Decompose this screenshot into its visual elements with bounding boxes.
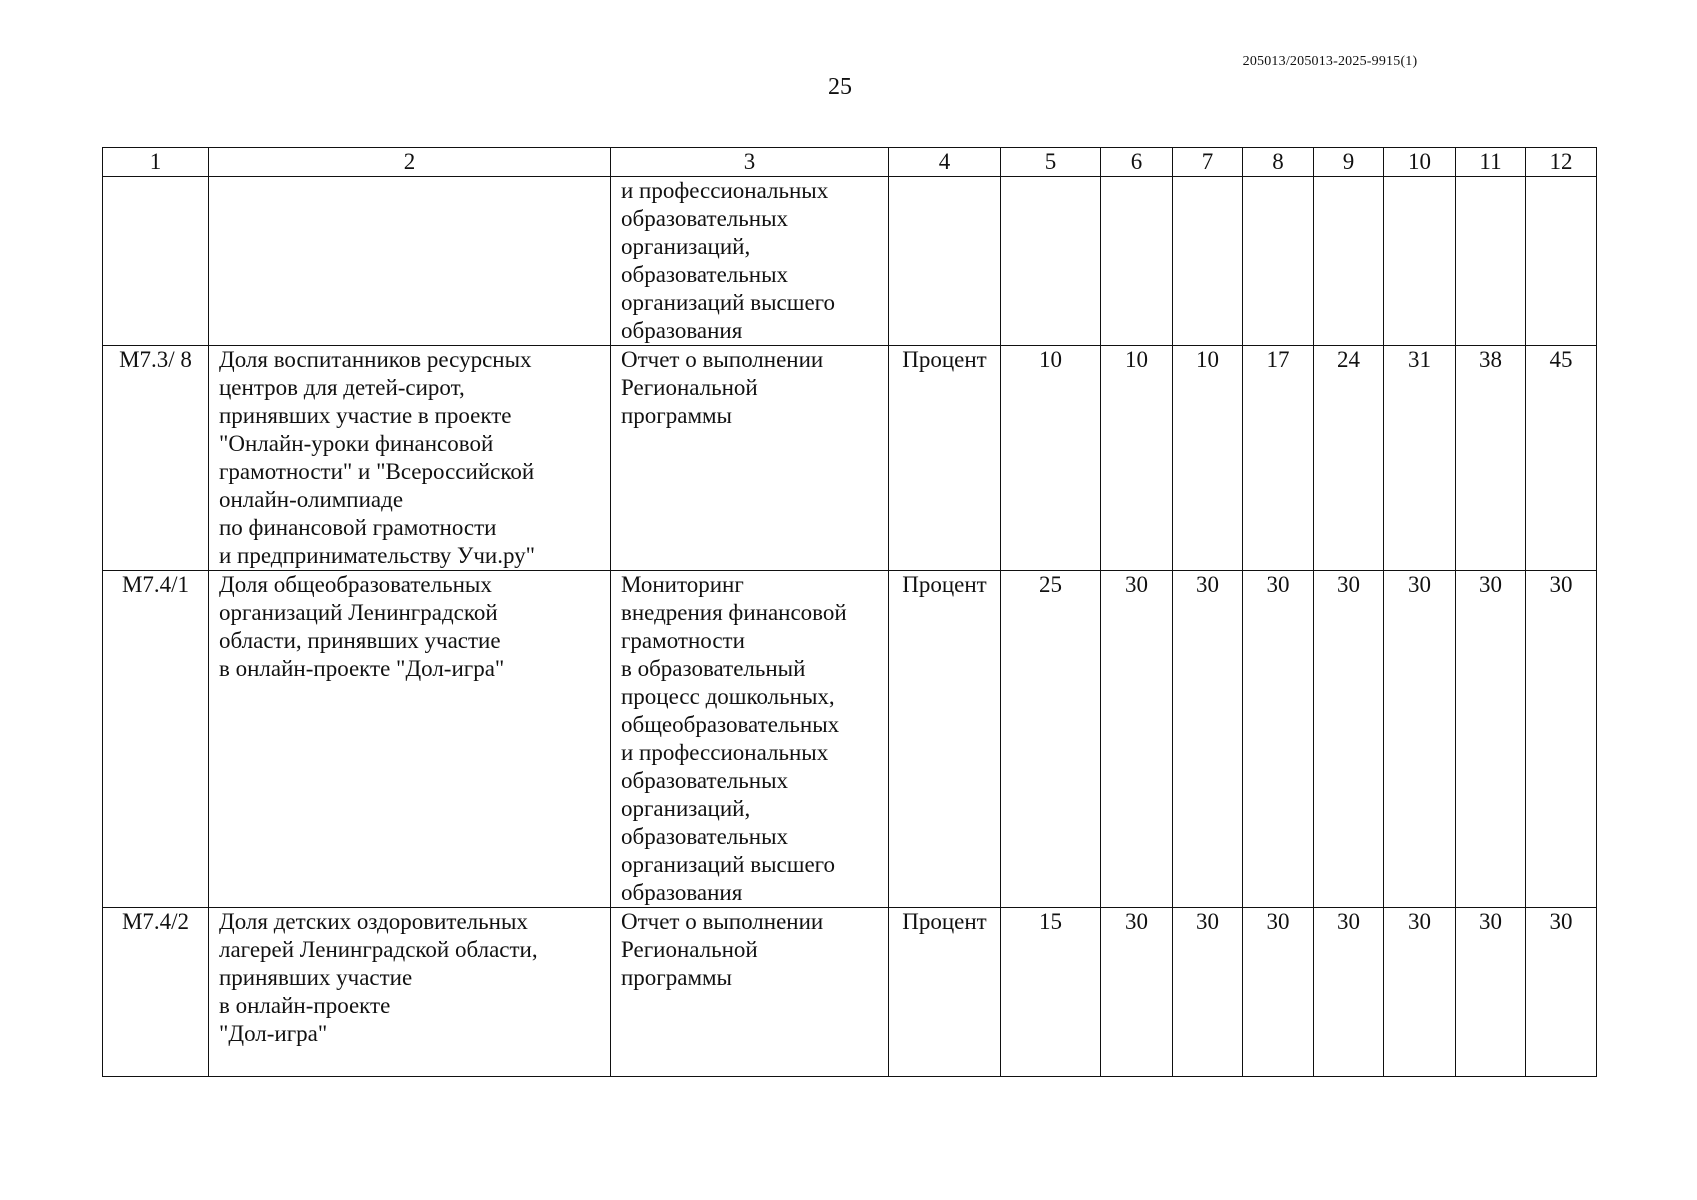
value-cell [1314,177,1384,346]
value-cell: 10 [1101,346,1173,571]
value-cell: 25 [1001,571,1101,908]
value-cell: 30 [1526,908,1597,1077]
value-cell: 30 [1314,571,1384,908]
column-header: 5 [1001,148,1101,177]
data-source-cell: Отчет о выполнении Региональной программы [611,346,889,571]
value-cell: 30 [1384,908,1456,1077]
data-source-cell: и профессиональных образовательных организаций, образовательных организаций высшего образования [611,177,889,346]
value-cell [1456,177,1526,346]
value-cell: 30 [1101,908,1173,1077]
value-cell: 24 [1314,346,1384,571]
column-header: 3 [611,148,889,177]
unit-cell: Процент [889,346,1001,571]
value-cell: 31 [1384,346,1456,571]
indicator-code-cell: М7.3/ 8 [103,346,209,571]
column-header: 6 [1101,148,1173,177]
table-row [103,908,1597,1077]
value-cell: 17 [1243,346,1314,571]
value-cell [1384,177,1456,346]
value-cell [1101,177,1173,346]
column-header: 12 [1526,148,1597,177]
value-cell: 30 [1173,908,1243,1077]
unit-cell [889,177,1001,346]
column-header: 10 [1384,148,1456,177]
unit-cell: Процент [889,571,1001,908]
page-number: 25 [828,74,852,100]
value-cell [1243,177,1314,346]
value-cell: 30 [1243,571,1314,908]
value-cell: 30 [1173,571,1243,908]
value-cell: 45 [1526,346,1597,571]
table-row [103,571,1597,908]
value-cell [1526,177,1597,346]
indicator-name-cell [209,177,611,346]
value-cell: 30 [1456,908,1526,1077]
value-cell: 30 [1101,571,1173,908]
value-cell [1001,177,1101,346]
column-header: 8 [1243,148,1314,177]
data-source-cell: Мониторинг внедрения финансовой грамотности в образовательный процесс дошкольных, общеобразовательных и профессиональных образовательных организаций, образовательных организаций высшего образования [611,571,889,908]
data-source-cell: Отчет о выполнении Региональной программы [611,908,889,1077]
indicator-name-cell: Доля общеобразовательных организаций Ленинградской области, принявших участие в онлайн-проекте "Дол-игра" [209,571,611,908]
value-cell: 10 [1001,346,1101,571]
table-row [103,346,1597,571]
value-cell: 15 [1001,908,1101,1077]
value-cell: 30 [1314,908,1384,1077]
value-cell: 30 [1243,908,1314,1077]
column-header: 4 [889,148,1001,177]
indicator-code-cell: М7.4/1 [103,571,209,908]
indicator-table [102,147,1597,1077]
value-cell: 30 [1384,571,1456,908]
unit-cell: Процент [889,908,1001,1077]
table-row [103,177,1597,346]
column-header: 1 [103,148,209,177]
document-id: 205013/205013-2025-9915(1) [1242,54,1418,69]
value-cell: 10 [1173,346,1243,571]
column-header: 11 [1456,148,1526,177]
column-header: 9 [1314,148,1384,177]
table-body [103,177,1597,1077]
indicator-name-cell: Доля воспитанников ресурсных центров для детей-сирот, принявших участие в проекте "Онлайн-уроки финансовой грамотности" и "Всероссийской онлайн-олимпиаде по финансовой грамотности и предпринимательству Учи.ру" [209,346,611,571]
column-header: 7 [1173,148,1243,177]
indicator-name-cell: Доля детских оздоровительных лагерей Ленинградской области, принявших участие в онлайн-проекте "Дол-игра" [209,908,611,1077]
value-cell: 38 [1456,346,1526,571]
indicator-code-cell: М7.4/2 [103,908,209,1077]
indicator-code-cell [103,177,209,346]
value-cell [1173,177,1243,346]
header-row [103,148,1597,177]
value-cell: 30 [1456,571,1526,908]
column-header: 2 [209,148,611,177]
value-cell: 30 [1526,571,1597,908]
